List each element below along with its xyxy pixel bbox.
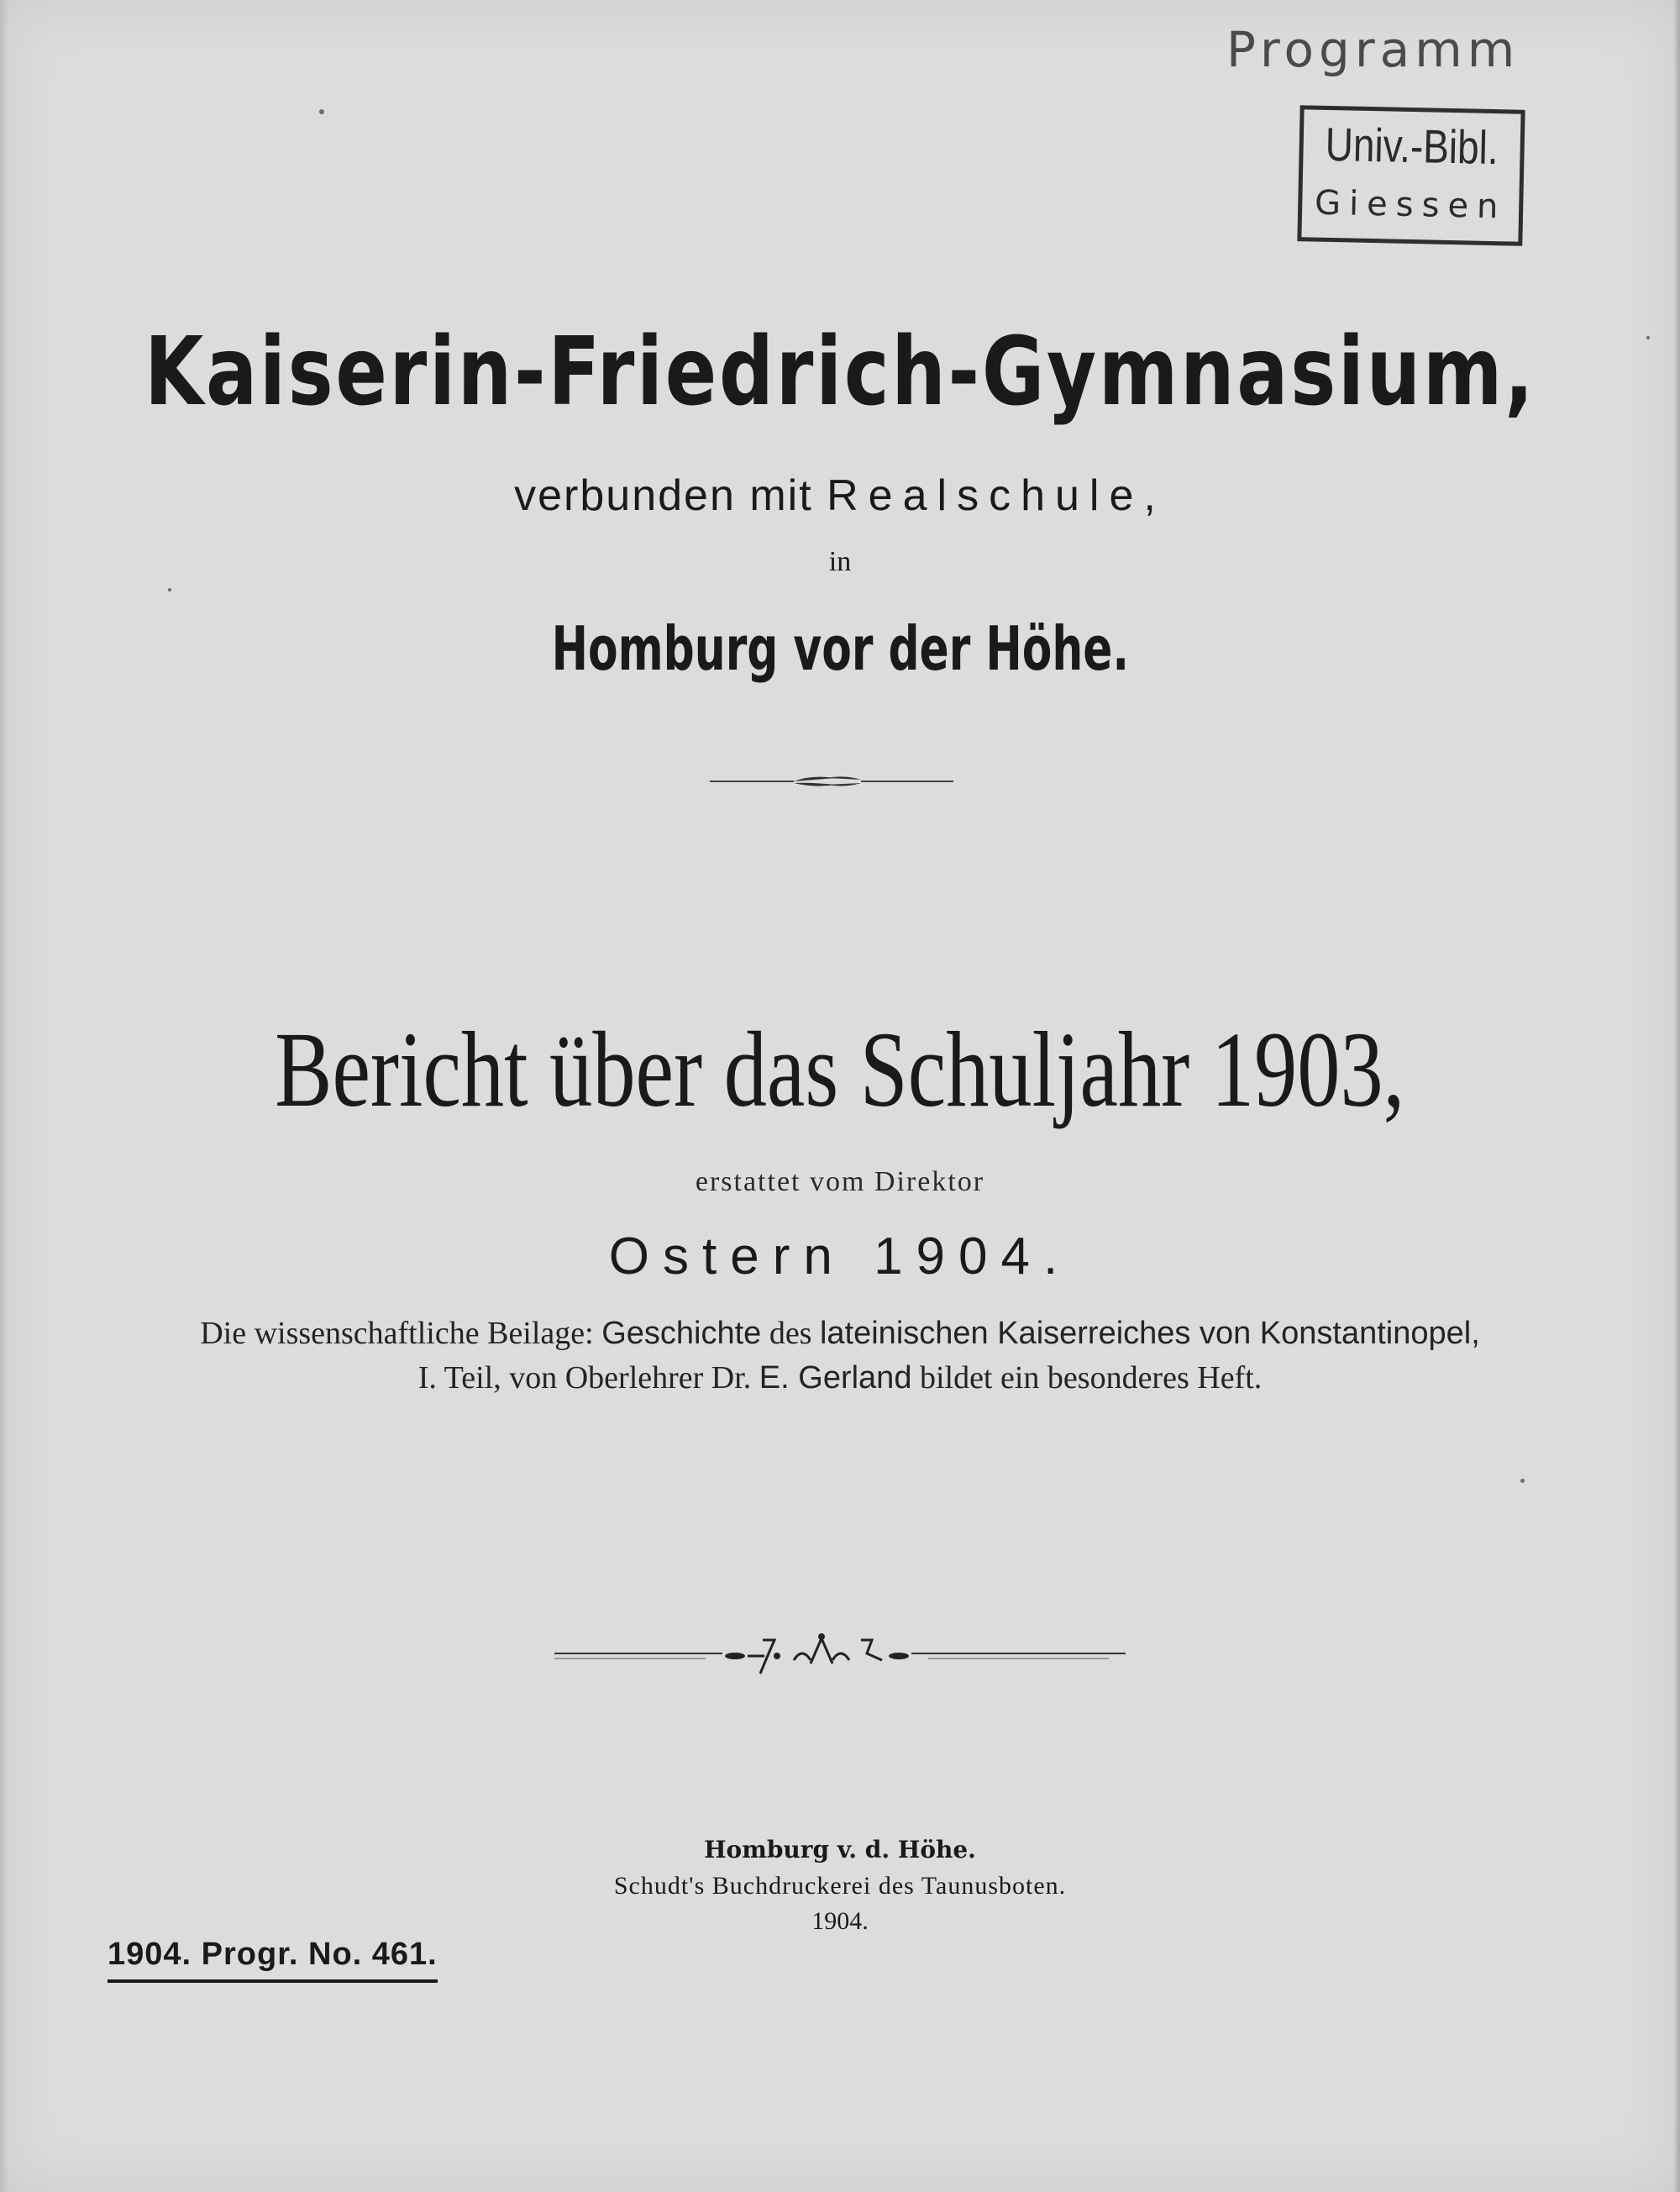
report-title bbox=[0, 1008, 1680, 1132]
imprint-printer: Schudt's Buchdruckerei des Taunusboten. bbox=[613, 1872, 1067, 1900]
report-date: Ostern 1904. bbox=[608, 1227, 1072, 1285]
bottom-ornament bbox=[554, 1630, 1126, 1680]
stamp-city: Giessen bbox=[1314, 183, 1507, 227]
supplement-title-a: Geschichte bbox=[601, 1316, 762, 1351]
supplement-note: bildet ein besonderes Heft. bbox=[919, 1360, 1263, 1396]
supplement-line-1 bbox=[0, 1315, 1680, 1352]
catalog-number: 1904. Progr. No. 461. bbox=[108, 1937, 438, 1983]
stamp-library-name: Univ.-Bibl. bbox=[1325, 117, 1499, 175]
supplement-author: E. Gerland bbox=[759, 1360, 912, 1396]
school-subtitle bbox=[0, 470, 1680, 521]
school-city-text: Homburg vor der Höhe. bbox=[551, 613, 1129, 684]
school-name bbox=[0, 318, 1680, 427]
location-preposition: in bbox=[828, 546, 852, 577]
school-city bbox=[0, 613, 1680, 684]
paper-speck bbox=[319, 109, 324, 114]
supplement-article: des bbox=[769, 1316, 812, 1351]
programm-label: Programm bbox=[1226, 21, 1520, 78]
supplement-intro: Die wissenschaftliche Beilage: bbox=[200, 1316, 594, 1351]
subtitle-part2: Realschule, bbox=[827, 471, 1166, 520]
paper-speck bbox=[168, 588, 171, 591]
paper-speck bbox=[1520, 1479, 1525, 1483]
library-stamp bbox=[1297, 105, 1525, 246]
report-title-text: Bericht über das Schuljahr 1903, bbox=[275, 1010, 1405, 1129]
imprint-year: 1904. bbox=[811, 1907, 869, 1935]
report-author-line: erstattet vom Direktor bbox=[695, 1166, 985, 1197]
supplement-line-2 bbox=[0, 1359, 1680, 1396]
imprint-place: Homburg v. d. Höhe. bbox=[704, 1836, 976, 1863]
school-name-text: Kaiserin-Friedrich-Gymnasium, bbox=[144, 318, 1536, 427]
divider-ornament bbox=[710, 771, 953, 791]
supplement-part: I. Teil, von Oberlehrer Dr. bbox=[417, 1360, 752, 1396]
subtitle-part1: verbunden mit bbox=[514, 471, 813, 520]
supplement-title-b: lateinischen Kaiserreiches von Konstantinopel, bbox=[819, 1316, 1480, 1351]
